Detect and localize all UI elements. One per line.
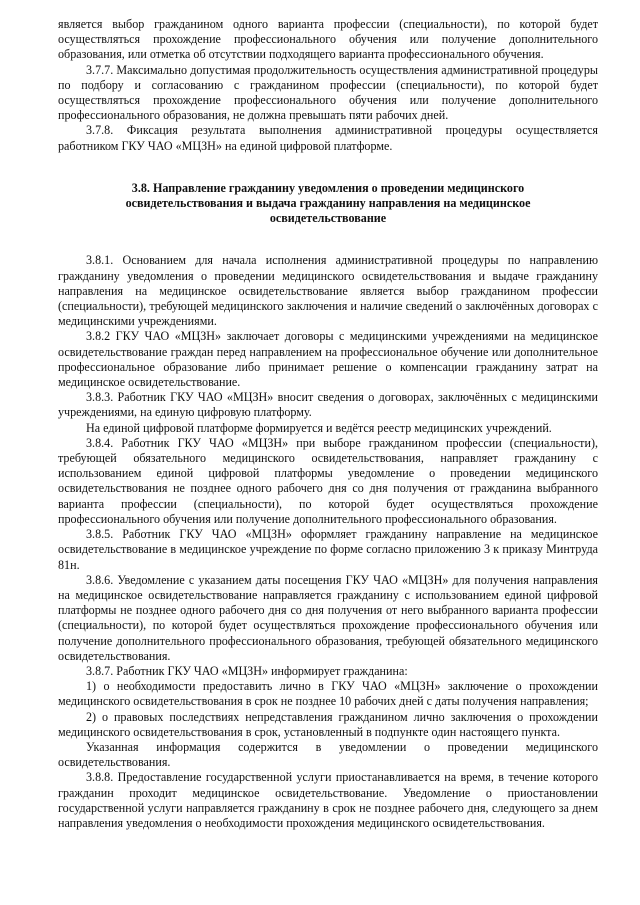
paragraph-3-8-5: 3.8.5. Работник ГКУ ЧАО «МЦЗН» оформляет гражданину направление на медицинское освидетельствование в медицинское учреждение по форме согласно приложению 3 к приказу Минтруда 81н.	[58, 527, 598, 572]
paragraph-3-7-7: 3.7.7. Максимально допустимая продолжительность осуществления административной процедуры по подбору и согласованию с гражданином профессии (специальности), по которой будет осуществляться прохождение профессионального обучения или получение дополнительного профессионального образования, не должна превышать пяти рабочих дней.	[58, 62, 598, 123]
paragraph-3-8-6: 3.8.6. Уведомление с указанием даты посещения ГКУ ЧАО «МЦЗН» для получения направления на медицинское освидетельствование направляется гражданину с использованием единой цифровой платформы не позднее одного рабочего дня со дня получения от него выбранного варианта профессии (специальности), по которой будет осуществляться прохождение профессионального обучения или получение дополнительного профессионального образования, требующей обязательного медицинского освидетельствования.	[58, 572, 598, 663]
paragraph-continuation: является выбор гражданином одного варианта профессии (специальности), по которой будет осуществляться прохождение профессионального обучения или получение дополнительного образования, или отметка об отсутствии подходящего варианта профессионального обучения.	[58, 17, 598, 62]
list-item-1: 1) о необходимости предоставить лично в ГКУ ЧАО «МЦЗН» заключение о прохождении медицинского освидетельствования в срок не позднее 10 рабочих дней с даты получения направления;	[58, 679, 598, 709]
paragraph-3-8-7: 3.8.7. Работник ГКУ ЧАО «МЦЗН» информирует гражданина:	[86, 663, 408, 678]
paragraph-registry: На единой цифровой платформе формируется и ведётся реестр медицинских учреждений.	[86, 420, 552, 435]
paragraph-3-8-3: 3.8.3. Работник ГКУ ЧАО «МЦЗН» вносит сведения о договорах, заключённых с медицинскими учреждениями, на единую цифровую платформу.	[58, 390, 598, 420]
document-body	[58, 17, 598, 831]
section-heading-3-8: 3.8. Направление гражданину уведомления о проведении медицинского освидетельствования и выдача гражданину направления на медицинское освидетельствование	[125, 180, 531, 226]
list-item-2: 2) о правовых последствиях непредставления гражданином лично заключения о прохождении медицинского освидетельствования в срок, установленный в подпункте один настоящего пункта.	[58, 709, 598, 739]
paragraph-3-8-1: 3.8.1. Основанием для начала исполнения административной процедуры по направлению гражданину уведомления о проведении медицинского освидетельствования и выдаче гражданину направления на медицинское освидетельствование является выбор гражданином профессии (специальности), требующей медицинского заключения и наличие сведений о заключённых договорах с медицинскими учреждениями.	[58, 253, 598, 329]
paragraph-3-8-8: 3.8.8. Предоставление государственной услуги приостанавливается на время, в течение которого гражданин проходит медицинское освидетельствование. Уведомление о приостановлении государственной услуги направляется гражданину в срок не позднее рабочего дня, следующего за днем направления уведомления о необходимости прохождения медицинского освидетельствования.	[58, 770, 598, 830]
paragraph-3-8-2: 3.8.2 ГКУ ЧАО «МЦЗН» заключает договоры с медицинскими учреждениями на медицинское освидетельствование граждан перед направлением на профессиональное обучение или дополнительное профессиональное образование либо принимает решение о компенсации гражданину затрат на медицинское освидетельствование.	[58, 329, 598, 390]
paragraph-3-8-4: 3.8.4. Работник ГКУ ЧАО «МЦЗН» при выборе гражданином профессии (специальности), требующей обязательного медицинского освидетельствования, направляет гражданину с использованием единой цифровой платформы уведомление о проведении медицинского освидетельствования не позднее одного рабочего дня со дня получения от гражданина выбранного варианта профессии (специальности), по которой будет осуществляться прохождение профессионального обучения или получение дополнительного профессионального образования.	[58, 435, 598, 526]
paragraph-notice-info: Указанная информация содержится в уведомлении о проведении медицинского освидетельствования.	[58, 739, 598, 770]
paragraph-3-7-8: 3.7.8. Фиксация результата выполнения административной процедуры осуществляется работником ГКУ ЧАО «МЦЗН» на единой цифровой платформе.	[58, 123, 598, 153]
